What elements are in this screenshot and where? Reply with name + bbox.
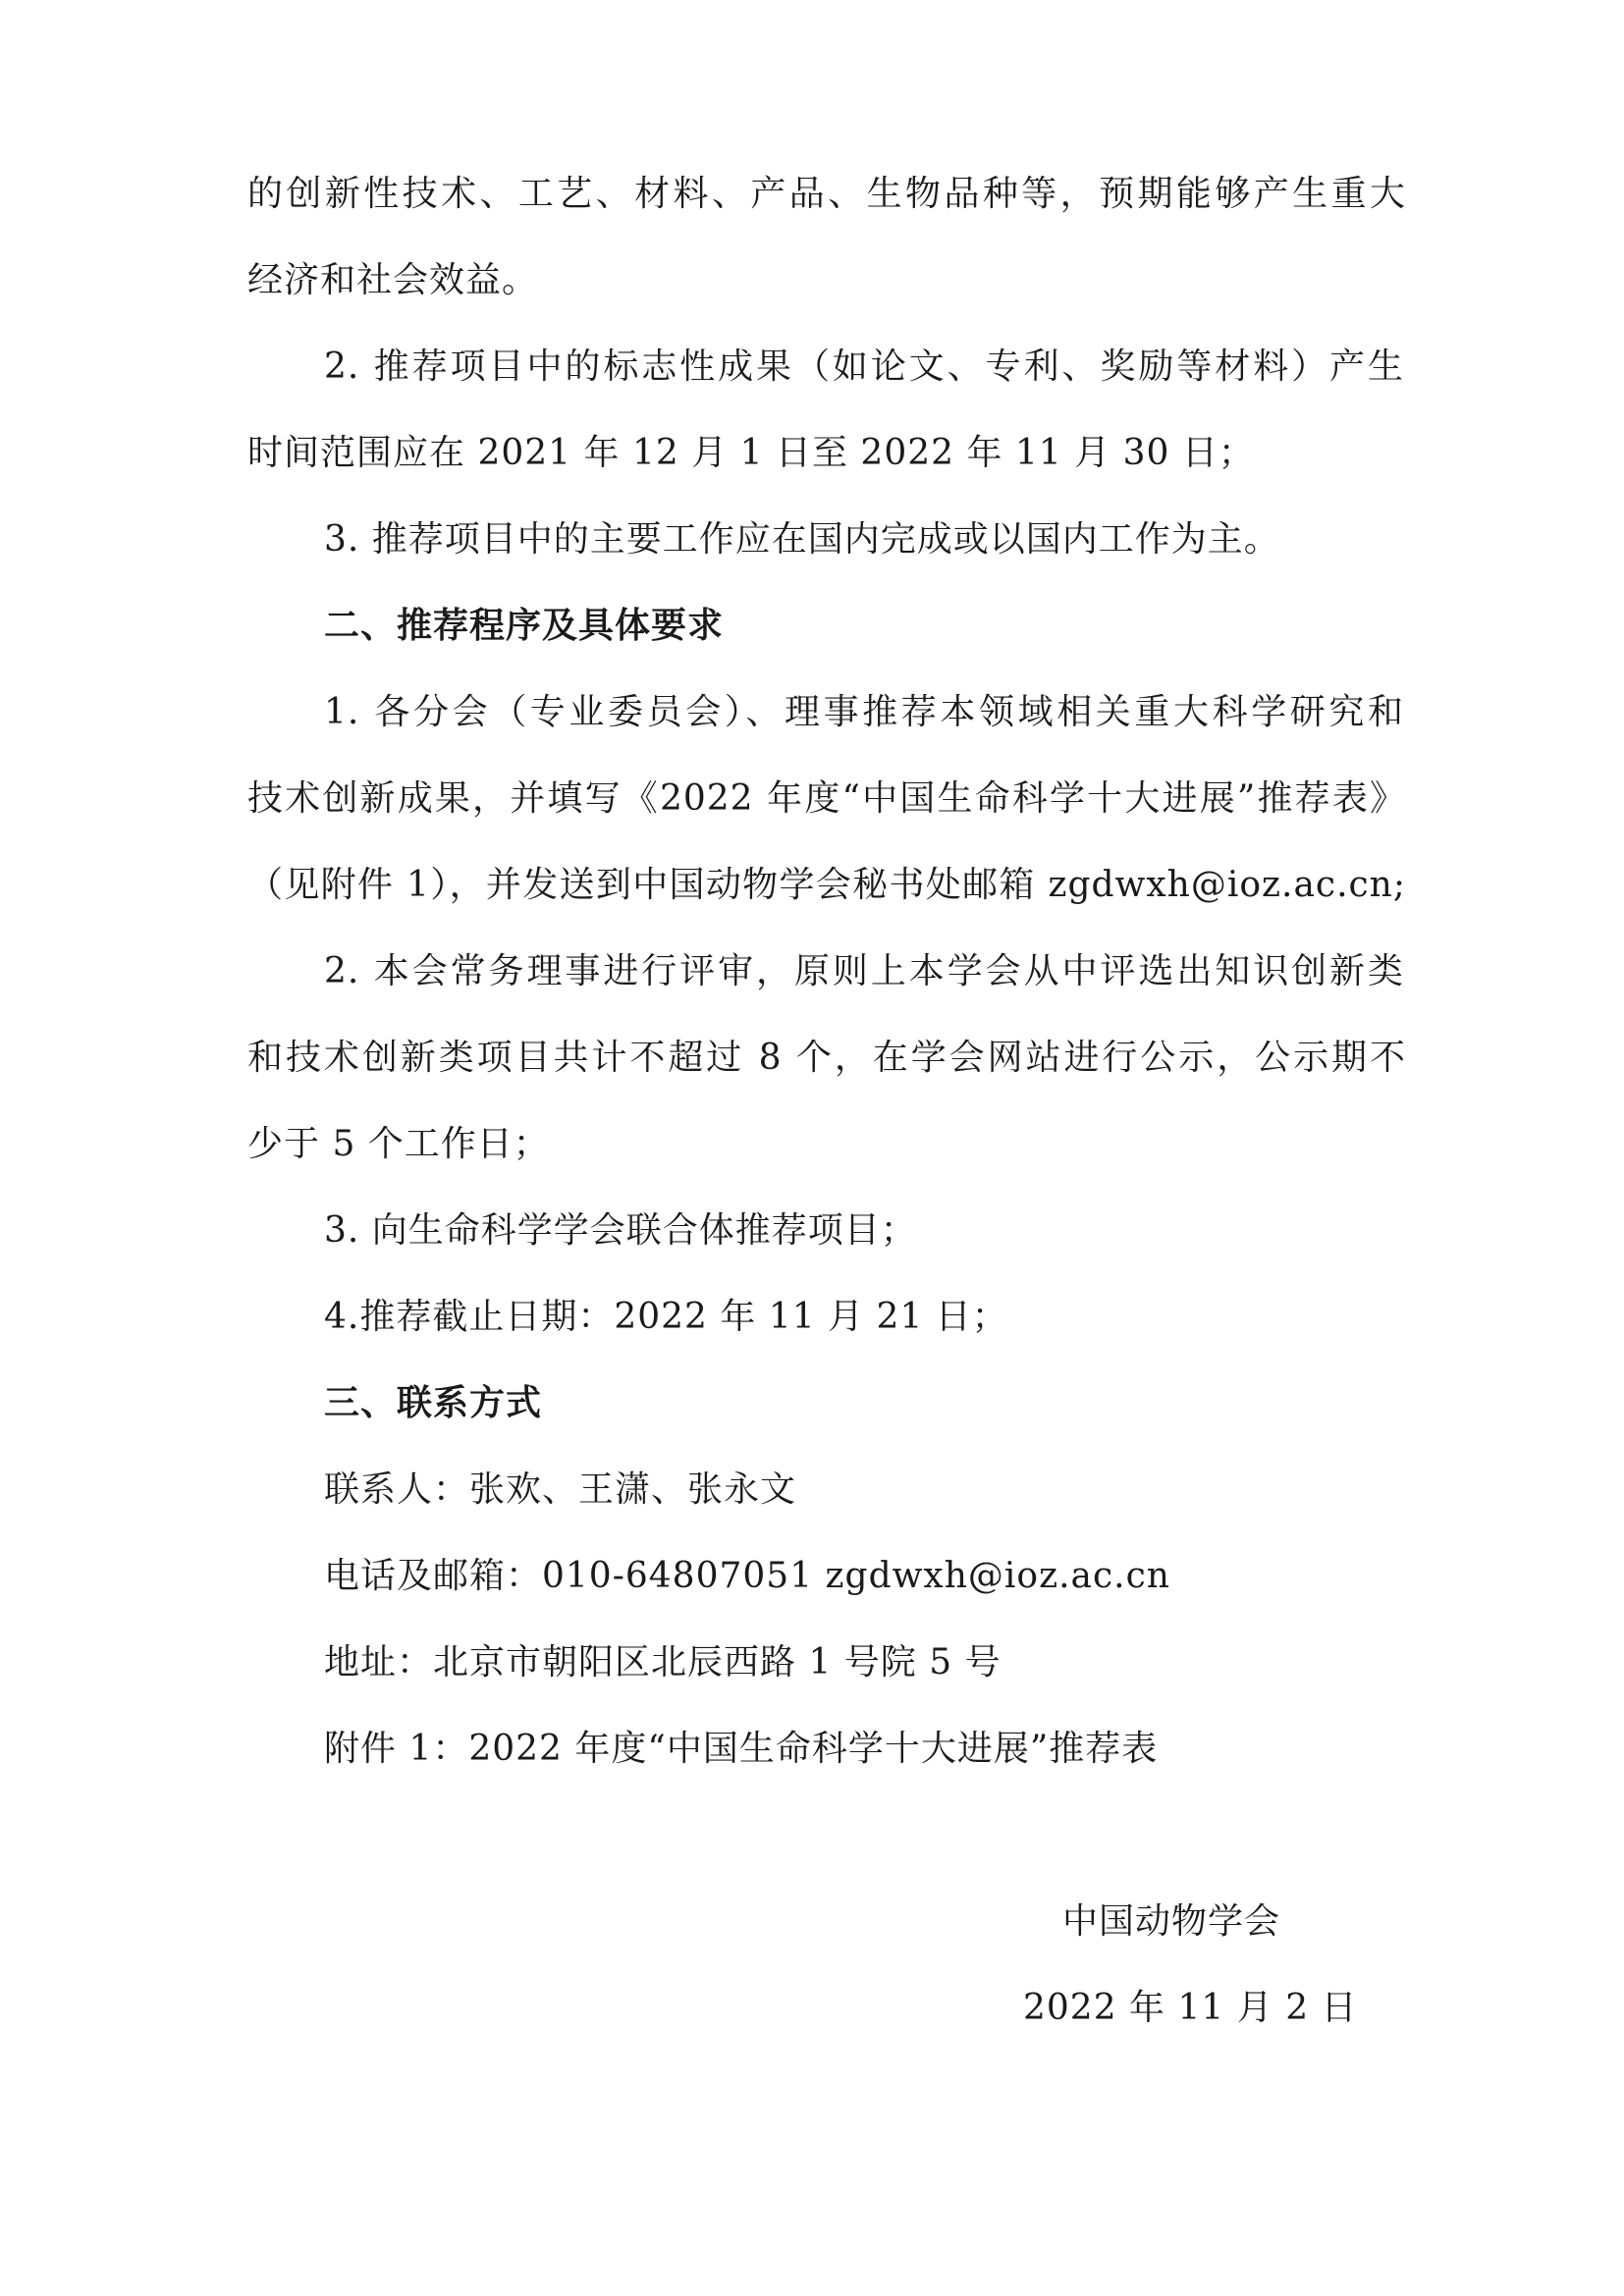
section-heading-procedure: 二、推荐程序及具体要求: [324, 606, 725, 646]
attachment-note: 附件 1：2022 年度“中国生命科学十大进展”推荐表: [324, 1729, 1159, 1769]
paragraph-line: 技术创新成果，并填写《2022 年度“中国生命科学十大进展”推荐表》: [247, 778, 1406, 819]
paragraph-line: 和技术创新类项目共计不超过 8 个，在学会网站进行公示，公示期不: [247, 1038, 1406, 1078]
contact-address: 地址：北京市朝阳区北辰西路 1 号院 5 号: [324, 1642, 1001, 1682]
procedure-item-1: 1. 各分会（专业委员会）、理事推荐本领域相关重大科学研究和: [324, 692, 1404, 732]
procedure-item-3: 3. 向生命科学学会联合体推荐项目；: [324, 1210, 917, 1251]
requirement-item-3: 3. 推荐项目中的主要工作应在国内完成或以国内工作为主。: [324, 519, 1280, 560]
requirement-item-2: 2. 推荐项目中的标志性成果（如论文、专利、奖励等材料）产生: [324, 347, 1404, 387]
signature-date: 2022 年 11 月 2 日: [1023, 1988, 1358, 2028]
contact-person: 联系人：张欢、王潇、张永文: [324, 1469, 797, 1510]
procedure-item-4: 4.推荐截止日期：2022 年 11 月 21 日；: [324, 1297, 1008, 1337]
contact-phone-email: 电话及邮箱：010-64807051 zgdwxh@ioz.ac.cn: [324, 1556, 1170, 1596]
signature-organization: 中国动物学会: [1062, 1901, 1281, 1942]
section-heading-contact: 三、联系方式: [324, 1383, 543, 1423]
paragraph-line: 少于 5 个工作日；: [247, 1124, 550, 1164]
paragraph-line: 时间范围应在 2021 年 12 月 1 日至 2022 年 11 月 30 日；: [247, 433, 1255, 473]
procedure-item-2: 2. 本会常务理事进行评审，原则上本学会从中评选出知识创新类: [324, 951, 1404, 991]
paragraph-line: （见附件 1），并发送到中国动物学会秘书处邮箱 zgdwxh@ioz.ac.cn;: [247, 865, 1406, 905]
paragraph-line: 经济和社会效益。: [247, 260, 539, 300]
paragraph-line: 的创新性技术、工艺、材料、产品、生物品种等，预期能够产生重大: [247, 174, 1406, 214]
